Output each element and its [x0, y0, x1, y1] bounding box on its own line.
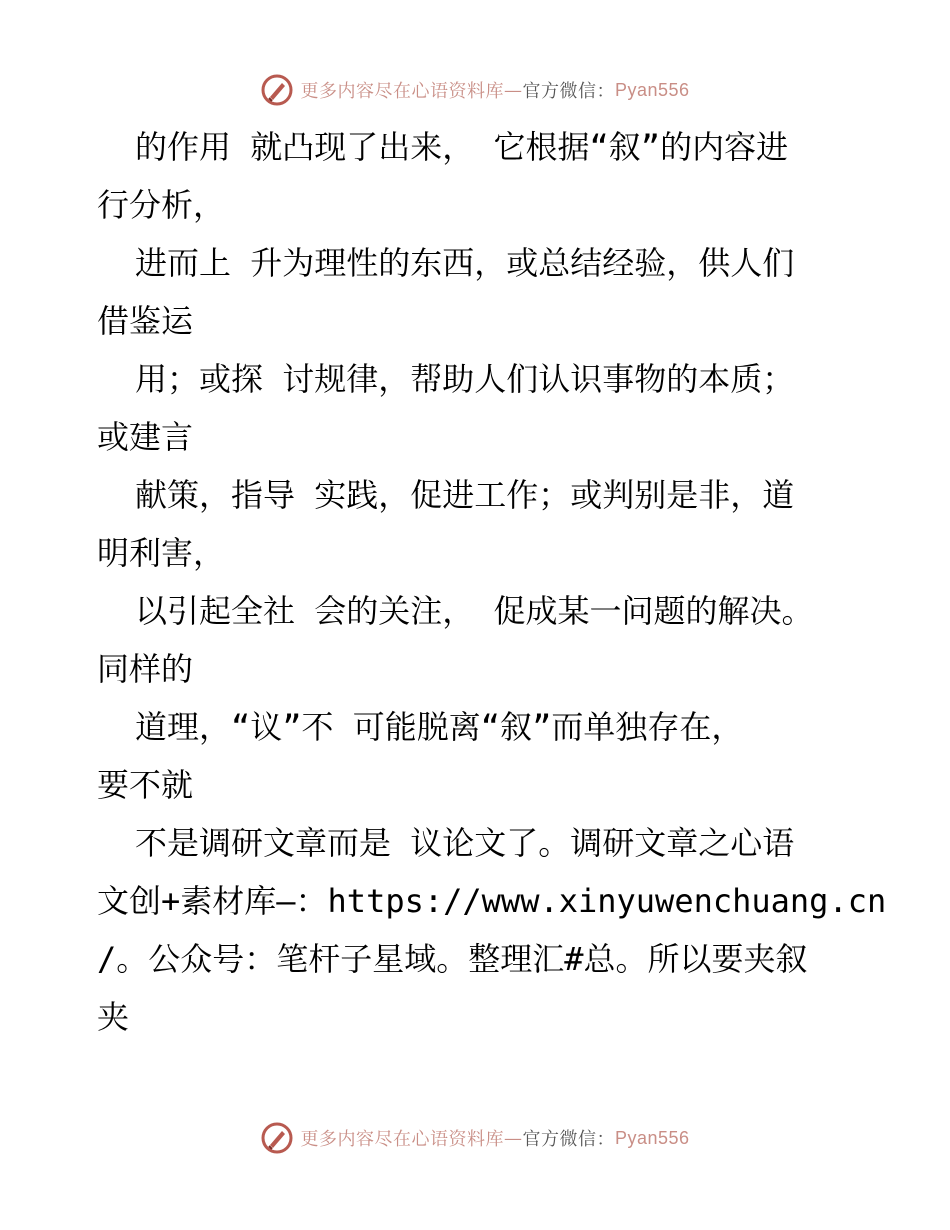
header-watermark [0, 70, 950, 110]
body-line: 献策，指导 实践，促进工作；或判别是非，道 [135, 476, 795, 514]
watermark-main-text: 更多内容尽在心语资料库 [300, 1129, 504, 1150]
watermark-dash: — [503, 79, 523, 101]
body-line: 明利害， [97, 534, 226, 572]
body-line: 不是调研文章而是 议论文了。调研文章之心语 [135, 824, 795, 862]
watermark-main-text: 更多内容尽在心语资料库 [300, 81, 504, 102]
body-line: 的作用 就凸现了出来， 它根据“叙”的内容进 [135, 128, 789, 166]
body-line: 同样的 [97, 650, 194, 688]
body-line: 用；或探 讨规律，帮助人们认识事物的本质； [135, 360, 795, 398]
body-line: /。公众号：笔杆子星域。整理汇#总。所以要夹叙 [97, 940, 808, 978]
body-line: 行分析， [97, 186, 226, 224]
body-line: 进而上 升为理性的东西，或总结经验，供人们 [135, 244, 795, 282]
footer-watermark [0, 1118, 950, 1158]
body-line: 要不就 [97, 766, 194, 804]
body-line: 文创+素材库—：https://www.xinyuwenchuang.cn [97, 882, 887, 920]
watermark-official-label: 官方微信： [522, 1129, 615, 1150]
watermark-official-label: 官方微信： [522, 81, 615, 102]
body-line: 或建言 [97, 418, 194, 456]
watermark-dash: — [503, 1127, 523, 1149]
body-line: 夹 [97, 998, 130, 1036]
pen-circle-logo-icon [260, 73, 294, 107]
watermark-wechat-id: Pyan556 [614, 1127, 690, 1148]
watermark-wechat-id: Pyan556 [614, 79, 690, 100]
body-line: 借鉴运 [97, 302, 194, 340]
body-line: 道理，“议”不 可能脱离“叙”而单独存在， [135, 708, 744, 746]
body-line: 以引起全社 会的关注， 促成某一问题的解决。 [135, 592, 814, 630]
document-body [97, 118, 887, 1046]
pen-circle-logo-icon [260, 1121, 294, 1155]
